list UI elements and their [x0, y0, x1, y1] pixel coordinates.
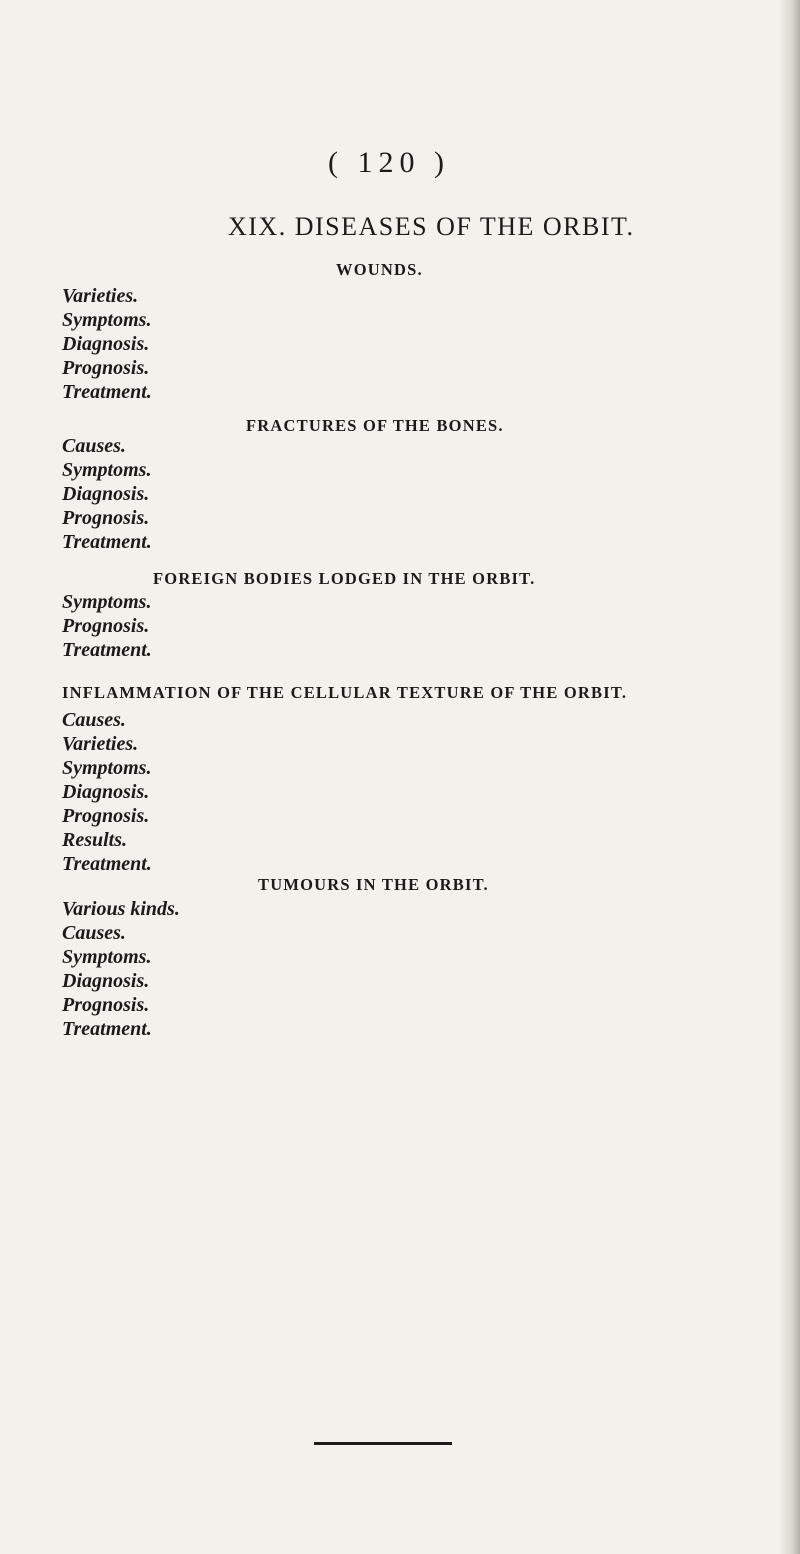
list-item: Symptoms.	[62, 757, 152, 779]
section-items-foreign-bodies	[62, 590, 152, 662]
list-item: Treatment.	[62, 381, 152, 403]
end-rule	[314, 1442, 452, 1445]
list-item: Varieties.	[62, 733, 139, 755]
list-item: Diagnosis.	[62, 333, 150, 355]
list-item: Various kinds.	[62, 898, 180, 920]
list-item: Treatment.	[62, 531, 152, 553]
section-heading-foreign-bodies: FOREIGN BODIES LODGED IN THE ORBIT.	[153, 569, 536, 588]
page-edge-shadow	[778, 0, 800, 1554]
list-item: Causes.	[62, 435, 126, 457]
section-items-tumours	[62, 897, 180, 1041]
list-item: Prognosis.	[62, 615, 150, 637]
list-item: Diagnosis.	[62, 483, 150, 505]
list-item: Diagnosis.	[62, 970, 150, 992]
list-item: Treatment.	[62, 853, 152, 875]
list-item: Treatment.	[62, 639, 152, 661]
section-heading-inflammation: INFLAMMATION OF THE CELLULAR TEXTURE OF THE ORBIT.	[62, 683, 628, 702]
list-item: Prognosis.	[62, 994, 150, 1016]
list-item: Results.	[62, 829, 128, 851]
chapter-title: XIX. DISEASES OF THE ORBIT.	[228, 212, 635, 241]
section-items-fractures	[62, 434, 152, 554]
page-number: ( 120 )	[328, 146, 450, 179]
list-item: Causes.	[62, 709, 126, 731]
list-item: Diagnosis.	[62, 781, 150, 803]
list-item: Varieties.	[62, 285, 139, 307]
list-item: Prognosis.	[62, 357, 150, 379]
section-heading-tumours: TUMOURS IN THE ORBIT.	[258, 875, 489, 894]
section-heading-wounds: WOUNDS.	[336, 260, 423, 279]
list-item: Prognosis.	[62, 507, 150, 529]
list-item: Prognosis.	[62, 805, 150, 827]
section-items-inflammation	[62, 708, 152, 876]
list-item: Symptoms.	[62, 459, 152, 481]
list-item: Symptoms.	[62, 309, 152, 331]
list-item: Treatment.	[62, 1018, 152, 1040]
list-item: Symptoms.	[62, 591, 152, 613]
section-items-wounds	[62, 284, 152, 404]
list-item: Causes.	[62, 922, 126, 944]
section-heading-fractures: FRACTURES OF THE BONES.	[246, 416, 504, 435]
list-item: Symptoms.	[62, 946, 152, 968]
